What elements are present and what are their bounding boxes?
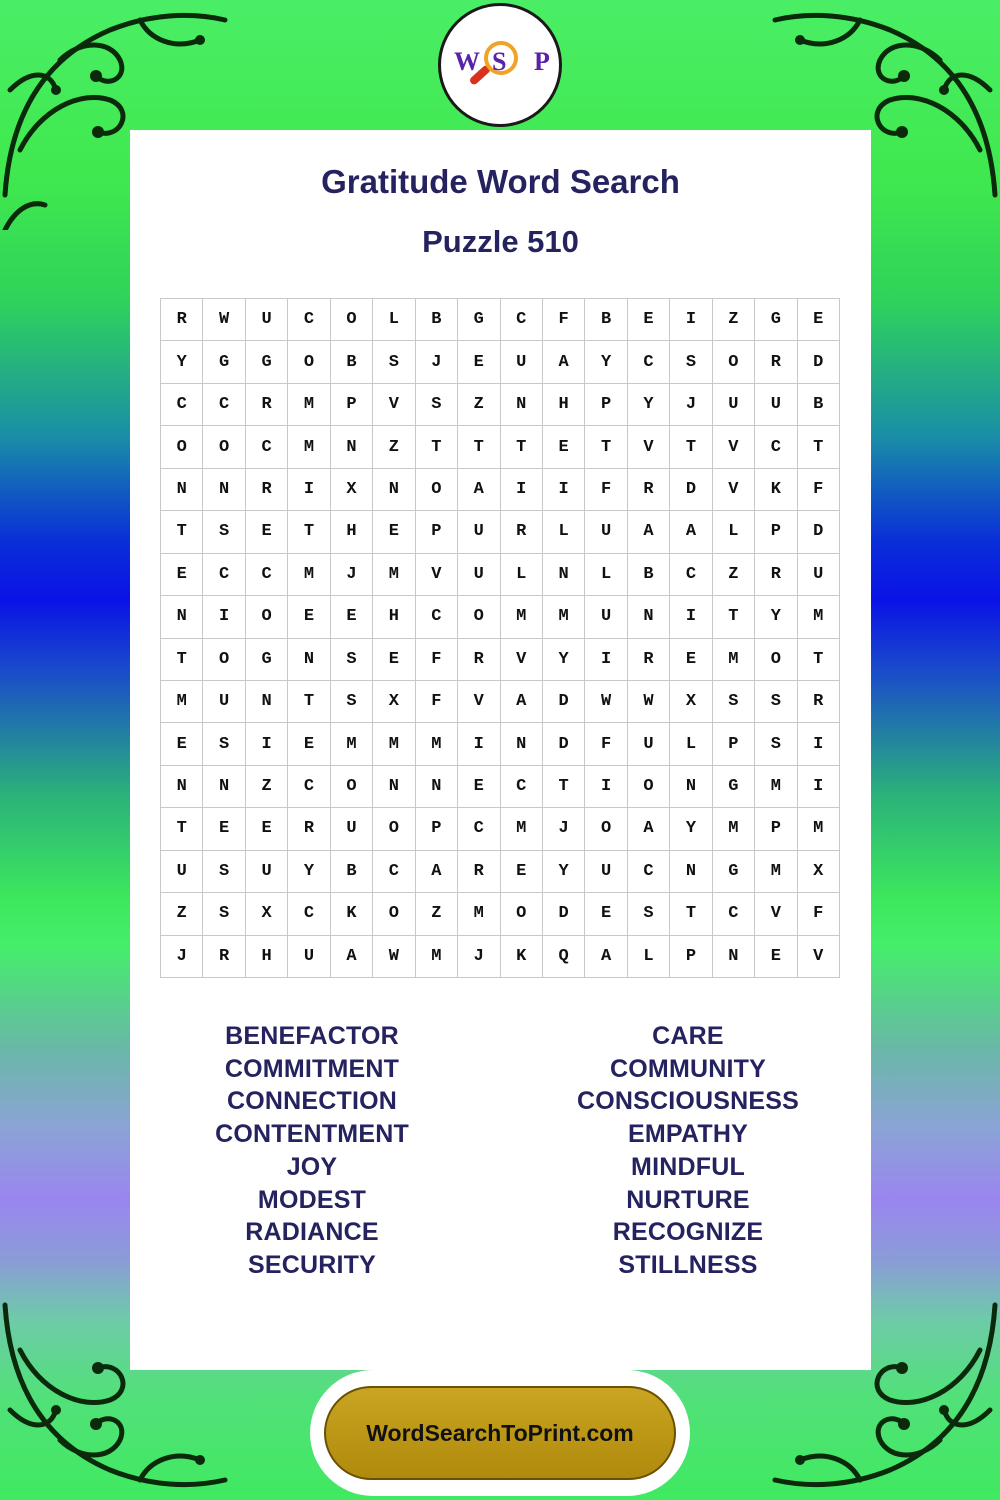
grid-cell[interactable]: U (585, 596, 627, 638)
grid-cell[interactable]: L (585, 554, 627, 596)
grid-cell[interactable]: O (331, 766, 373, 808)
word-list-item: SECURITY (247, 1250, 376, 1279)
grid-cell[interactable]: E (373, 511, 415, 553)
grid-cell[interactable]: I (501, 469, 543, 511)
grid-cell[interactable]: W (585, 681, 627, 723)
grid-cell[interactable]: R (288, 808, 330, 850)
grid-cell[interactable]: R (161, 299, 203, 341)
grid-cell[interactable]: R (798, 681, 840, 723)
grid-cell[interactable]: B (585, 299, 627, 341)
grid-cell[interactable]: T (713, 596, 755, 638)
grid-cell[interactable]: M (288, 554, 330, 596)
grid-cell[interactable]: Y (755, 596, 797, 638)
grid-cell[interactable]: D (798, 511, 840, 553)
word-list-right (538, 1020, 838, 1282)
grid-cell[interactable]: Y (543, 851, 585, 893)
word-list-item: STILLNESS (618, 1250, 758, 1279)
grid-cell[interactable]: E (288, 723, 330, 765)
grid-cell[interactable]: P (670, 936, 712, 978)
grid-cell[interactable]: N (246, 681, 288, 723)
grid-cell[interactable]: B (331, 341, 373, 383)
grid-cell[interactable]: M (543, 596, 585, 638)
grid-cell[interactable]: O (203, 426, 245, 468)
grid-cell[interactable]: C (373, 851, 415, 893)
grid-cell[interactable]: V (713, 426, 755, 468)
grid-cell[interactable]: U (755, 384, 797, 426)
grid-cell[interactable]: O (416, 469, 458, 511)
grid-cell[interactable]: T (288, 511, 330, 553)
grid-cell[interactable]: Z (416, 893, 458, 935)
grid-cell[interactable]: E (246, 511, 288, 553)
word-list-item: CONSCIOUSNESS (576, 1087, 800, 1116)
grid-cell[interactable]: M (331, 723, 373, 765)
grid-cell[interactable]: M (416, 936, 458, 978)
grid-cell[interactable]: O (373, 808, 415, 850)
grid-cell[interactable]: B (798, 384, 840, 426)
grid-cell[interactable]: F (798, 469, 840, 511)
grid-cell[interactable]: O (288, 341, 330, 383)
grid-cell[interactable]: U (161, 851, 203, 893)
word-list-item: MINDFUL (631, 1152, 745, 1181)
grid-cell[interactable]: D (543, 893, 585, 935)
grid-cell[interactable]: S (755, 723, 797, 765)
grid-cell[interactable]: N (331, 426, 373, 468)
grid-cell[interactable]: T (798, 426, 840, 468)
grid-cell[interactable]: N (628, 596, 670, 638)
website-button[interactable]: WordSearchToPrint.com (324, 1386, 676, 1480)
logo-letter-s: S (492, 47, 507, 76)
grid-cell[interactable]: J (331, 554, 373, 596)
grid-cell[interactable]: U (713, 384, 755, 426)
grid-cell[interactable]: F (416, 639, 458, 681)
puzzle-number: Puzzle 510 (422, 224, 579, 259)
grid-cell[interactable]: F (585, 469, 627, 511)
grid-cell[interactable]: I (670, 299, 712, 341)
grid-cell[interactable]: O (373, 893, 415, 935)
grid-cell[interactable]: U (501, 341, 543, 383)
grid-cell[interactable]: N (288, 639, 330, 681)
grid-cell[interactable]: C (288, 766, 330, 808)
grid-cell[interactable]: I (585, 639, 627, 681)
grid-cell[interactable]: N (501, 723, 543, 765)
grid-cell[interactable]: S (203, 723, 245, 765)
grid-cell[interactable]: N (713, 936, 755, 978)
grid-cell[interactable]: C (288, 893, 330, 935)
grid-cell[interactable]: C (416, 596, 458, 638)
grid-cell[interactable]: K (331, 893, 373, 935)
grid-cell[interactable]: C (203, 384, 245, 426)
grid-cell[interactable]: S (331, 681, 373, 723)
grid-cell[interactable]: E (161, 554, 203, 596)
grid-cell[interactable]: J (670, 384, 712, 426)
grid-cell[interactable]: A (628, 808, 670, 850)
grid-cell[interactable]: Z (161, 893, 203, 935)
grid-cell[interactable]: S (373, 341, 415, 383)
grid-cell[interactable]: O (713, 341, 755, 383)
grid-cell[interactable]: J (161, 936, 203, 978)
grid-cell[interactable]: L (670, 723, 712, 765)
grid-cell[interactable]: Z (713, 299, 755, 341)
grid-cell[interactable]: Y (288, 851, 330, 893)
word-list-item: RECOGNIZE (612, 1218, 764, 1247)
grid-cell[interactable]: E (501, 851, 543, 893)
grid-cell[interactable]: L (501, 554, 543, 596)
grid-cell[interactable]: I (670, 596, 712, 638)
grid-cell[interactable]: M (373, 554, 415, 596)
grid-cell[interactable]: E (458, 341, 500, 383)
grid-cell[interactable]: R (501, 511, 543, 553)
grid-cell[interactable]: M (713, 639, 755, 681)
grid-cell[interactable]: S (331, 639, 373, 681)
grid-cell[interactable]: N (373, 766, 415, 808)
grid-cell[interactable]: S (416, 384, 458, 426)
grid-cell[interactable]: U (458, 554, 500, 596)
grid-cell[interactable]: S (755, 681, 797, 723)
grid-cell[interactable]: S (203, 893, 245, 935)
grid-cell[interactable]: F (585, 723, 627, 765)
grid-cell[interactable]: C (755, 426, 797, 468)
grid-cell[interactable]: P (713, 723, 755, 765)
grid-cell[interactable]: G (246, 341, 288, 383)
grid-cell[interactable]: I (458, 723, 500, 765)
word-list-item: JOY (286, 1152, 338, 1181)
grid-cell[interactable]: D (543, 681, 585, 723)
grid-cell[interactable]: R (458, 851, 500, 893)
grid-cell[interactable]: R (246, 469, 288, 511)
grid-cell[interactable]: M (373, 723, 415, 765)
grid-cell[interactable]: N (161, 766, 203, 808)
grid-cell[interactable]: G (203, 341, 245, 383)
grid-cell[interactable]: N (161, 596, 203, 638)
grid-cell[interactable]: U (246, 851, 288, 893)
grid-cell[interactable]: L (628, 936, 670, 978)
grid-cell[interactable]: M (458, 893, 500, 935)
grid-cell[interactable]: V (628, 426, 670, 468)
grid-cell[interactable]: M (755, 766, 797, 808)
grid-cell[interactable]: U (585, 851, 627, 893)
grid-cell[interactable]: X (373, 681, 415, 723)
word-list-item: EMPATHY (628, 1120, 748, 1149)
grid-cell[interactable]: I (246, 723, 288, 765)
grid-cell[interactable]: M (501, 596, 543, 638)
grid-cell[interactable]: C (628, 851, 670, 893)
grid-cell[interactable]: S (628, 893, 670, 935)
grid-cell[interactable]: M (798, 596, 840, 638)
grid-cell[interactable]: A (543, 341, 585, 383)
grid-cell[interactable]: W (628, 681, 670, 723)
grid-cell[interactable]: B (628, 554, 670, 596)
letter-grid[interactable] (160, 298, 840, 978)
grid-cell[interactable]: T (161, 511, 203, 553)
grid-cell[interactable]: S (203, 851, 245, 893)
grid-cell[interactable]: E (203, 808, 245, 850)
grid-cell[interactable]: R (755, 554, 797, 596)
grid-cell[interactable]: R (458, 639, 500, 681)
grid-cell[interactable]: E (373, 639, 415, 681)
page-title: Gratitude Word Search (321, 163, 680, 200)
grid-cell[interactable]: E (628, 299, 670, 341)
grid-cell[interactable]: N (161, 469, 203, 511)
grid-cell[interactable]: Q (543, 936, 585, 978)
grid-cell[interactable]: C (670, 554, 712, 596)
grid-cell[interactable]: V (373, 384, 415, 426)
grid-cell[interactable]: V (416, 554, 458, 596)
grid-cell[interactable]: F (416, 681, 458, 723)
grid-cell[interactable]: Y (585, 341, 627, 383)
grid-cell[interactable]: T (288, 681, 330, 723)
logo-letter-w: W (454, 47, 480, 76)
grid-cell[interactable]: Z (246, 766, 288, 808)
grid-cell[interactable]: U (203, 681, 245, 723)
grid-cell[interactable]: T (161, 639, 203, 681)
grid-cell[interactable]: R (246, 384, 288, 426)
grid-cell[interactable]: L (373, 299, 415, 341)
grid-cell[interactable]: N (203, 766, 245, 808)
grid-cell[interactable]: E (585, 893, 627, 935)
grid-cell[interactable]: M (161, 681, 203, 723)
grid-cell[interactable]: P (585, 384, 627, 426)
grid-cell[interactable]: I (288, 469, 330, 511)
grid-cell[interactable]: S (203, 511, 245, 553)
grid-cell[interactable]: O (755, 639, 797, 681)
grid-cell[interactable]: J (458, 936, 500, 978)
word-list-item: COMMUNITY (610, 1054, 766, 1083)
grid-cell[interactable]: O (585, 808, 627, 850)
grid-cell[interactable]: M (713, 808, 755, 850)
grid-cell[interactable]: S (713, 681, 755, 723)
grid-cell[interactable]: C (203, 554, 245, 596)
grid-cell[interactable]: T (798, 639, 840, 681)
grid-cell[interactable]: C (501, 766, 543, 808)
grid-cell[interactable]: C (501, 299, 543, 341)
grid-cell[interactable]: F (798, 893, 840, 935)
grid-cell[interactable]: H (543, 384, 585, 426)
grid-cell[interactable]: U (246, 299, 288, 341)
grid-cell[interactable]: T (458, 426, 500, 468)
grid-cell[interactable]: J (543, 808, 585, 850)
grid-cell[interactable]: B (416, 299, 458, 341)
grid-cell[interactable]: T (543, 766, 585, 808)
grid-cell[interactable]: N (501, 384, 543, 426)
grid-cell[interactable]: U (331, 808, 373, 850)
grid-cell[interactable]: A (628, 511, 670, 553)
grid-cell[interactable]: H (246, 936, 288, 978)
grid-cell[interactable]: A (458, 469, 500, 511)
grid-cell[interactable]: N (543, 554, 585, 596)
grid-cell[interactable]: G (713, 766, 755, 808)
grid-cell[interactable]: U (458, 511, 500, 553)
word-list-item: CONNECTION (226, 1087, 398, 1116)
grid-cell[interactable]: T (501, 426, 543, 468)
grid-cell[interactable]: W (203, 299, 245, 341)
grid-cell[interactable]: R (628, 469, 670, 511)
grid-cell[interactable]: M (288, 384, 330, 426)
word-list-left (162, 1020, 462, 1282)
grid-cell[interactable]: U (288, 936, 330, 978)
grid-cell[interactable]: X (331, 469, 373, 511)
grid-cell[interactable]: N (416, 766, 458, 808)
grid-cell[interactable]: T (670, 426, 712, 468)
grid-cell[interactable]: P (416, 808, 458, 850)
grid-cell[interactable]: N (670, 766, 712, 808)
grid-cell[interactable]: M (416, 723, 458, 765)
grid-cell[interactable]: M (798, 808, 840, 850)
grid-cell[interactable]: M (755, 851, 797, 893)
grid-cell[interactable]: C (713, 893, 755, 935)
grid-cell[interactable]: O (161, 426, 203, 468)
grid-cell[interactable]: I (543, 469, 585, 511)
grid-cell[interactable]: U (585, 511, 627, 553)
grid-cell[interactable]: I (798, 766, 840, 808)
grid-cell[interactable]: P (331, 384, 373, 426)
grid-cell[interactable]: L (713, 511, 755, 553)
grid-cell[interactable]: R (203, 936, 245, 978)
grid-cell[interactable]: H (331, 511, 373, 553)
logo-letter-p: P (534, 47, 550, 76)
grid-cell[interactable]: Y (543, 639, 585, 681)
grid-cell[interactable]: V (713, 469, 755, 511)
grid-cell[interactable]: E (458, 766, 500, 808)
logo[interactable] (438, 3, 562, 127)
grid-cell[interactable]: A (670, 511, 712, 553)
grid-cell[interactable]: D (543, 723, 585, 765)
grid-cell[interactable]: U (628, 723, 670, 765)
grid-cell[interactable]: G (458, 299, 500, 341)
grid-cell[interactable]: T (161, 808, 203, 850)
grid-cell[interactable]: C (246, 426, 288, 468)
grid-cell[interactable]: I (798, 723, 840, 765)
grid-cell[interactable]: D (670, 469, 712, 511)
grid-cell[interactable]: C (288, 299, 330, 341)
grid-cell[interactable]: V (798, 936, 840, 978)
grid-cell[interactable]: G (246, 639, 288, 681)
grid-cell[interactable]: A (585, 936, 627, 978)
grid-cell[interactable]: H (373, 596, 415, 638)
grid-cell[interactable]: I (585, 766, 627, 808)
grid-cell[interactable]: A (331, 936, 373, 978)
grid-cell[interactable]: C (161, 384, 203, 426)
grid-cell[interactable]: C (458, 808, 500, 850)
word-list-item: CARE (652, 1022, 724, 1050)
grid-cell[interactable]: E (670, 639, 712, 681)
grid-cell[interactable]: B (331, 851, 373, 893)
grid-cell[interactable]: E (331, 596, 373, 638)
grid-cell[interactable]: M (501, 808, 543, 850)
grid-cell[interactable]: O (501, 893, 543, 935)
grid-cell[interactable]: C (246, 554, 288, 596)
grid-cell[interactable]: E (543, 426, 585, 468)
word-list-item: NURTURE (626, 1185, 750, 1214)
word-list-item: CONTENTMENT (215, 1120, 409, 1149)
grid-cell[interactable]: V (458, 681, 500, 723)
grid-cell[interactable]: V (755, 893, 797, 935)
grid-cell[interactable]: O (628, 766, 670, 808)
word-list-item: COMMITMENT (224, 1054, 400, 1083)
grid-cell[interactable]: P (416, 511, 458, 553)
grid-cell[interactable]: A (501, 681, 543, 723)
grid-cell[interactable]: T (416, 426, 458, 468)
grid-cell[interactable]: F (543, 299, 585, 341)
grid-cell[interactable]: O (246, 596, 288, 638)
grid-cell[interactable]: T (670, 893, 712, 935)
grid-cell[interactable]: K (755, 469, 797, 511)
grid-cell[interactable]: Y (628, 384, 670, 426)
grid-cell[interactable]: K (501, 936, 543, 978)
grid-cell[interactable]: V (501, 639, 543, 681)
grid-cell[interactable]: J (416, 341, 458, 383)
grid-cell[interactable]: O (458, 596, 500, 638)
grid-cell[interactable]: E (755, 936, 797, 978)
grid-cell[interactable]: T (585, 426, 627, 468)
grid-cell[interactable]: P (755, 808, 797, 850)
grid-cell[interactable]: U (798, 554, 840, 596)
grid-cell[interactable]: N (203, 469, 245, 511)
grid-cell[interactable]: R (628, 639, 670, 681)
word-list-item: MODEST (257, 1185, 367, 1214)
grid-cell[interactable]: D (798, 341, 840, 383)
grid-cell[interactable]: N (373, 469, 415, 511)
grid-cell[interactable]: A (416, 851, 458, 893)
grid-cell[interactable]: Y (670, 808, 712, 850)
grid-cell[interactable]: N (670, 851, 712, 893)
grid-cell[interactable]: E (161, 723, 203, 765)
grid-cell[interactable]: W (373, 936, 415, 978)
word-list-item: BENEFACTOR (225, 1022, 399, 1050)
grid-cell[interactable]: O (331, 299, 373, 341)
grid-cell[interactable]: G (713, 851, 755, 893)
grid-cell[interactable]: I (203, 596, 245, 638)
grid-cell[interactable]: Z (713, 554, 755, 596)
grid-cell[interactable]: X (670, 681, 712, 723)
grid-cell[interactable]: C (628, 341, 670, 383)
grid-cell[interactable]: Y (161, 341, 203, 383)
grid-cell[interactable]: P (755, 511, 797, 553)
grid-cell[interactable]: O (203, 639, 245, 681)
grid-cell[interactable]: E (798, 299, 840, 341)
grid-cell[interactable]: E (288, 596, 330, 638)
grid-cell[interactable]: L (543, 511, 585, 553)
grid-cell[interactable]: S (670, 341, 712, 383)
grid-cell[interactable]: G (755, 299, 797, 341)
grid-cell[interactable]: X (246, 893, 288, 935)
grid-cell[interactable]: E (246, 808, 288, 850)
grid-cell[interactable]: Z (373, 426, 415, 468)
grid-cell[interactable]: R (755, 341, 797, 383)
grid-cell[interactable]: Z (458, 384, 500, 426)
grid-cell[interactable]: X (798, 851, 840, 893)
grid-cell[interactable]: M (288, 426, 330, 468)
word-list-item: RADIANCE (245, 1218, 379, 1247)
